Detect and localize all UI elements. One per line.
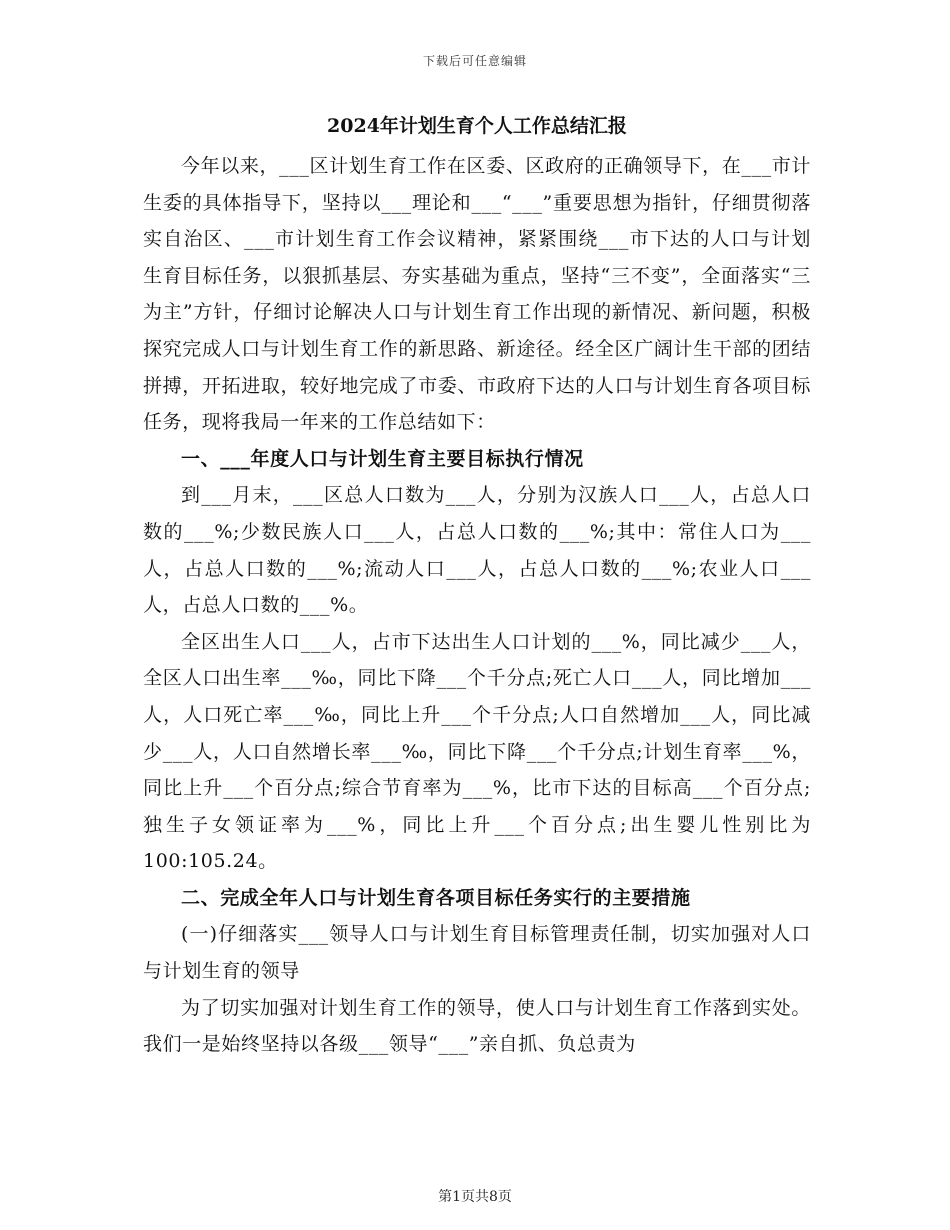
page-indicator: 第1页共8页 (438, 1189, 512, 1205)
section-2-paragraph-1: 为了切实加强对计划生育工作的领导，使人口与计划生育工作落到实处。我们一是始终坚持以各级___领导“___”亲自抓、负总责为 (143, 996, 811, 1056)
document-title: 2024年计划生育个人工作总结汇报 (327, 115, 627, 137)
section-1-heading: 一、___年度人口与计划生育主要目标执行情况 (181, 447, 584, 470)
header-note: 下载后可任意编辑 (422, 54, 527, 68)
section-1-paragraph-2: 全区出生人口___人，占市下达出生人口计划的___%，同比减少___人，全区人口出生率___‰，同比下降___个千分点;死亡人口___人，同比增加___人，人口死亡率___‰，同比上升___个千分点;人口自然增加___人，同比减少___人，人口自然增长率___‰，同比下降___个千分点;计划生育率___%，同比上升___个百分点;综合节育率为___%，比市下达的目标高___个百分点;独生子女领证率为___%，同比上升___个百分点;出生婴儿性别比为100:105.24。 (143, 630, 811, 873)
document-body (143, 112, 811, 1063)
section-2-heading: 二、完成全年人口与计划生育各项目标任务实行的主要措施 (181, 886, 691, 909)
section-2-subheading-1: (一)仔细落实___领导人口与计划生育目标管理责任制，切实加强对人口与计划生育的领导 (143, 923, 811, 983)
intro-paragraph: 今年以来，___区计划生育工作在区委、区政府的正确领导下，在___市计生委的具体指导下，坚持以___理论和___“___”重要思想为指针，仔细贯彻落实自治区、___市计划生育工作会议精神，紧紧围绕___市下达的人口与计划生育目标任务，以狠抓基层、夯实基础为重点，坚持“三不变”，全面落实“三为主”方针，仔细讨论解决人口与计划生育工作出现的新情况、新问题，积极探究完成人口与计划生育工作的新思路、新途径。经全区广阔计生干部的团结拼搏，开拓进取，较好地完成了市委、市政府下达的人口与计划生育各项目标任务，现将我局一年来的工作总结如下： (143, 155, 811, 434)
section-1-paragraph-1: 到___月末，___区总人口数为___人，分别为汉族人口___人，占总人口数的___%;少数民族人口___人，占总人口数的___%;其中：常住人口为___人，占总人口数的___%;流动人口___人，占总人口数的___%;农业人口___人，占总人口数的___%。 (143, 484, 811, 617)
